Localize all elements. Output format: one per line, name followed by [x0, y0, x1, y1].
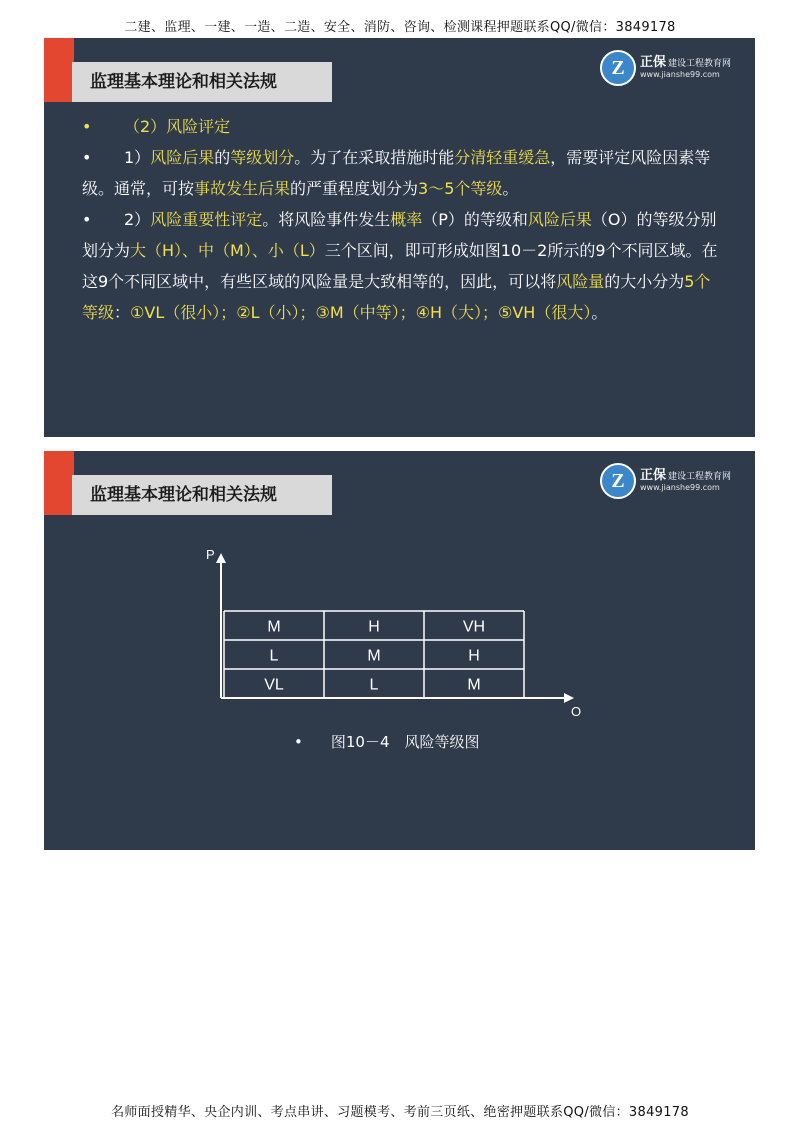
logo: [600, 50, 745, 86]
page-footer: 名师面授精华、央企内训、考点串讲、习题模考、考前三页纸、绝密押题联系QQ/微信：3849178: [111, 1105, 689, 1120]
figure-caption: • 图10－4 风险等级图: [294, 733, 480, 751]
logo-mark-icon: Z: [600, 50, 636, 86]
risk-cell-label: L: [269, 647, 279, 665]
logo-name: 正保 建设工程教育网: [640, 55, 732, 70]
logo-url: www.jianshe99.com: [640, 483, 720, 492]
slide-risk-level-chart: [44, 451, 755, 850]
logo-mark-icon: Z: [600, 463, 636, 499]
slide-risk-assessment: [44, 38, 755, 437]
paragraph-2: • 2）风险重要性评定。将风险事件发生概率（P）的等级和风险后果（O）的等级分别划分为大（H）、中（M）、小（L）三个区间，即可形成如图10－2所示的9个不同区域。在这9个不同区域中，有些区域的风险量是大致相等的，因此，可以将风险量的大小分为5个等级：①VL（很小）；②L（小）；③M（中等）；④H（大）；⑤VH（很大）。: [82, 210, 718, 322]
x-axis-label: O: [571, 704, 582, 719]
risk-cell-label: L: [369, 676, 379, 694]
risk-cell-label: H: [368, 618, 380, 636]
risk-cell-label: M: [467, 676, 481, 694]
y-axis-arrow-icon: [216, 553, 226, 563]
x-axis-arrow-icon: [564, 693, 574, 703]
logo-name: 正保 建设工程教育网: [640, 468, 732, 483]
logo-url: www.jianshe99.com: [640, 70, 720, 79]
page-header: 二建、监理、一建、一造、二造、安全、消防、咨询、检测课程押题联系QQ/微信：3849178: [124, 20, 676, 35]
title-accent-bar: [44, 38, 74, 102]
slide-title: 监理基本理论和相关法规: [90, 72, 277, 92]
risk-cell-label: VL: [264, 676, 284, 694]
risk-cell-label: H: [468, 647, 480, 665]
paragraph-1: • 1）风险后果的等级划分。为了在采取措施时能分清轻重缓急，需要评定风险因素等级。通常，可按事故发生后果的严重程度划分为3～5个等级。: [82, 148, 711, 198]
risk-cell-label: VH: [462, 618, 486, 636]
risk-cell-label: M: [367, 647, 381, 665]
y-axis-label: P: [206, 547, 215, 562]
slide-content: [82, 111, 722, 328]
section-heading: • （2）风险评定: [82, 117, 231, 136]
slide-title: 监理基本理论和相关法规: [90, 485, 277, 505]
logo-subname: 建设工程教育网: [668, 59, 732, 69]
risk-cell-label: M: [267, 618, 281, 636]
logo-subname: 建设工程教育网: [668, 472, 732, 482]
